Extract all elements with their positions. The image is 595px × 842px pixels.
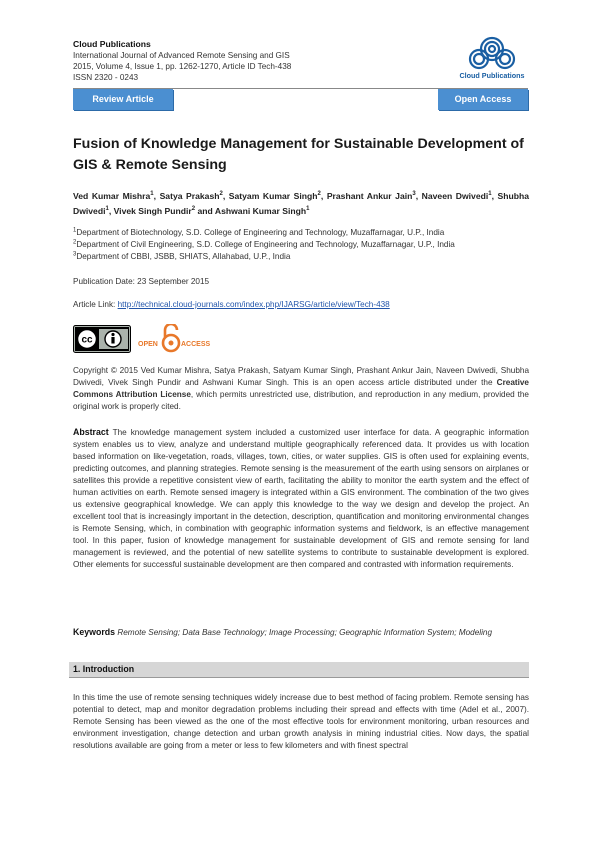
open-access-tab: Open Access	[438, 89, 528, 110]
abstract-text: The knowledge management system included a customized user interface for data. A geographic information system enables us to view, analyze and understand multiple geographically referenced data. It provides us with location based information on like-vegetation, roads, villages, town, cities, or water supplies. GIS is often used for explaining events, predicting outcomes, and planning strategies. Remote sensing is the measurement of the earth using sensors on airplanes or satellites this provide a repetitive consistent view of earth, facilitating the ability to monitor the earth system and the effect of human activities on earth. Remote sensed imagery is integrated within a GIS environment. The combination of the two gives us extensive geographical knowledge. We can apply this knowledge to the way we design and develop the project. An excellent tool that is increasingly important in the detection, description, quantification and monitoring environmental changes is Remote Sensing, which, in combination with geographic information systems and fieldwork, is an effective management tool. In this paper, fusion of knowledge management for sustainable development of GIS and remote sensing for land management is reviewed, and the potential of new satellite systems to contribute to sustainable development is explored. Other elements for successful sustainable development are then compared and contrasted with information requirements.	[73, 428, 529, 569]
open-access-icon	[138, 324, 210, 354]
cc-by-icon[interactable]	[73, 325, 131, 353]
abstract	[73, 426, 529, 571]
journal-name: International Journal of Advanced Remote Sensing and GIS	[73, 51, 290, 60]
author: Shubha Dwivedi$^1$	[73, 191, 530, 216]
issn-line: ISSN 2320 - 0243	[73, 73, 139, 82]
publisher-name: Cloud Publications	[73, 39, 151, 49]
article-link[interactable]: http://technical.cloud-journals.com/index.php/IJARSG/article/view/Tech-438	[117, 300, 390, 309]
author: Ashwani Kumar Singh$^1$	[214, 206, 310, 216]
keywords-text: Remote Sensing; Data Base Technology; Image Processing; Geographic Information System; Modeling	[115, 628, 493, 637]
affiliation: $^2$Department of Civil Engineering, S.D. College of Engineering and Technology, Muzaffarnagar, U.P., India	[73, 239, 455, 249]
author: Ved Kumar Mishra$^1$	[73, 191, 154, 201]
affiliation: $^3$Department of CBBI, JSBB, SHIATS, Allahabad, U.P., India	[73, 251, 291, 261]
affiliations	[73, 227, 455, 263]
authors-and: and	[197, 206, 213, 216]
section-heading-bar	[69, 662, 529, 678]
author: Naveen Dwivedi$^1$	[421, 191, 492, 201]
copyright-notice: Copyright © 2015 Ved Kumar Mishra, Satya Prakash, Satyam Kumar Singh, Prashant Ankur Jain, Naveen Dwivedi, Shubha Dwivedi, Vivek Singh Pundir and Ashwani Kumar Singh. This is an open access article distributed under the Creative Commons Attribution License, which permits unrestricted use, distribution, and reproduction in any medium, provided the original work is properly cited.	[73, 366, 529, 411]
oa-word-access: ACCESS	[181, 341, 210, 348]
article-type-tab: Review Article	[73, 89, 173, 110]
section-title: 1. Introduction	[73, 664, 135, 674]
author: Prashant Ankur Jain$^3$	[326, 191, 416, 201]
article-link-label: Article Link:	[73, 300, 118, 309]
article-link-line	[73, 300, 390, 309]
citation-line: 2015, Volume 4, Issue 1, pp. 1262-1270, Article ID Tech-438	[73, 62, 292, 71]
logo-text: Cloud Publications	[459, 71, 525, 80]
keywords	[73, 626, 529, 639]
author-list: Ved Kumar Mishra$^1$, Satya Prakash$^2$, Satyam Kumar Singh$^2$, Prashant Ankur Jain$^3$, Naveen Dwivedi$^1$, Shubha Dwivedi$^1$, Vivek Singh Pundir$^2$ and Ashwani Kumar Singh$^1$	[73, 191, 530, 216]
svg-text:cc: cc	[81, 334, 93, 346]
keywords-label: Keywords	[73, 627, 116, 637]
license-name: Creative Commons Attribution License	[73, 378, 529, 399]
publication-date: Publication Date: 23 September 2015	[73, 277, 210, 286]
abstract-label: Abstract	[73, 427, 109, 437]
affiliation: $^1$Department of Biotechnology, S.D. College of Engineering and Technology, Muzaffarnagar, U.P., India	[73, 227, 445, 237]
author: Satyam Kumar Singh$^2$	[228, 191, 321, 201]
introduction-text: In this time the use of remote sensing techniques widely increase due to best method of facing problem. Remote sensing has potential to detect, map and monitor degradation problems including their spread and effects with time (Adel et al., 2007). Remote Sensing has been viewed as the one of the most effective tools for environment monitoring, urban resources and environment investigation, change detection and urban growth analysis in mining industrial cities. Now days, the spatial resolutions available are going from a meter or less to few kilometers and with finest spectral	[73, 693, 529, 750]
author: Satya Prakash$^2$	[159, 191, 223, 201]
article-title: Fusion of Knowledge Management for Sustainable Development of GIS & Remote Sensing	[73, 136, 524, 173]
author: Vivek Singh Pundir$^2$	[113, 206, 196, 216]
journal-header	[73, 39, 291, 83]
oa-word-open: OPEN	[138, 341, 158, 348]
